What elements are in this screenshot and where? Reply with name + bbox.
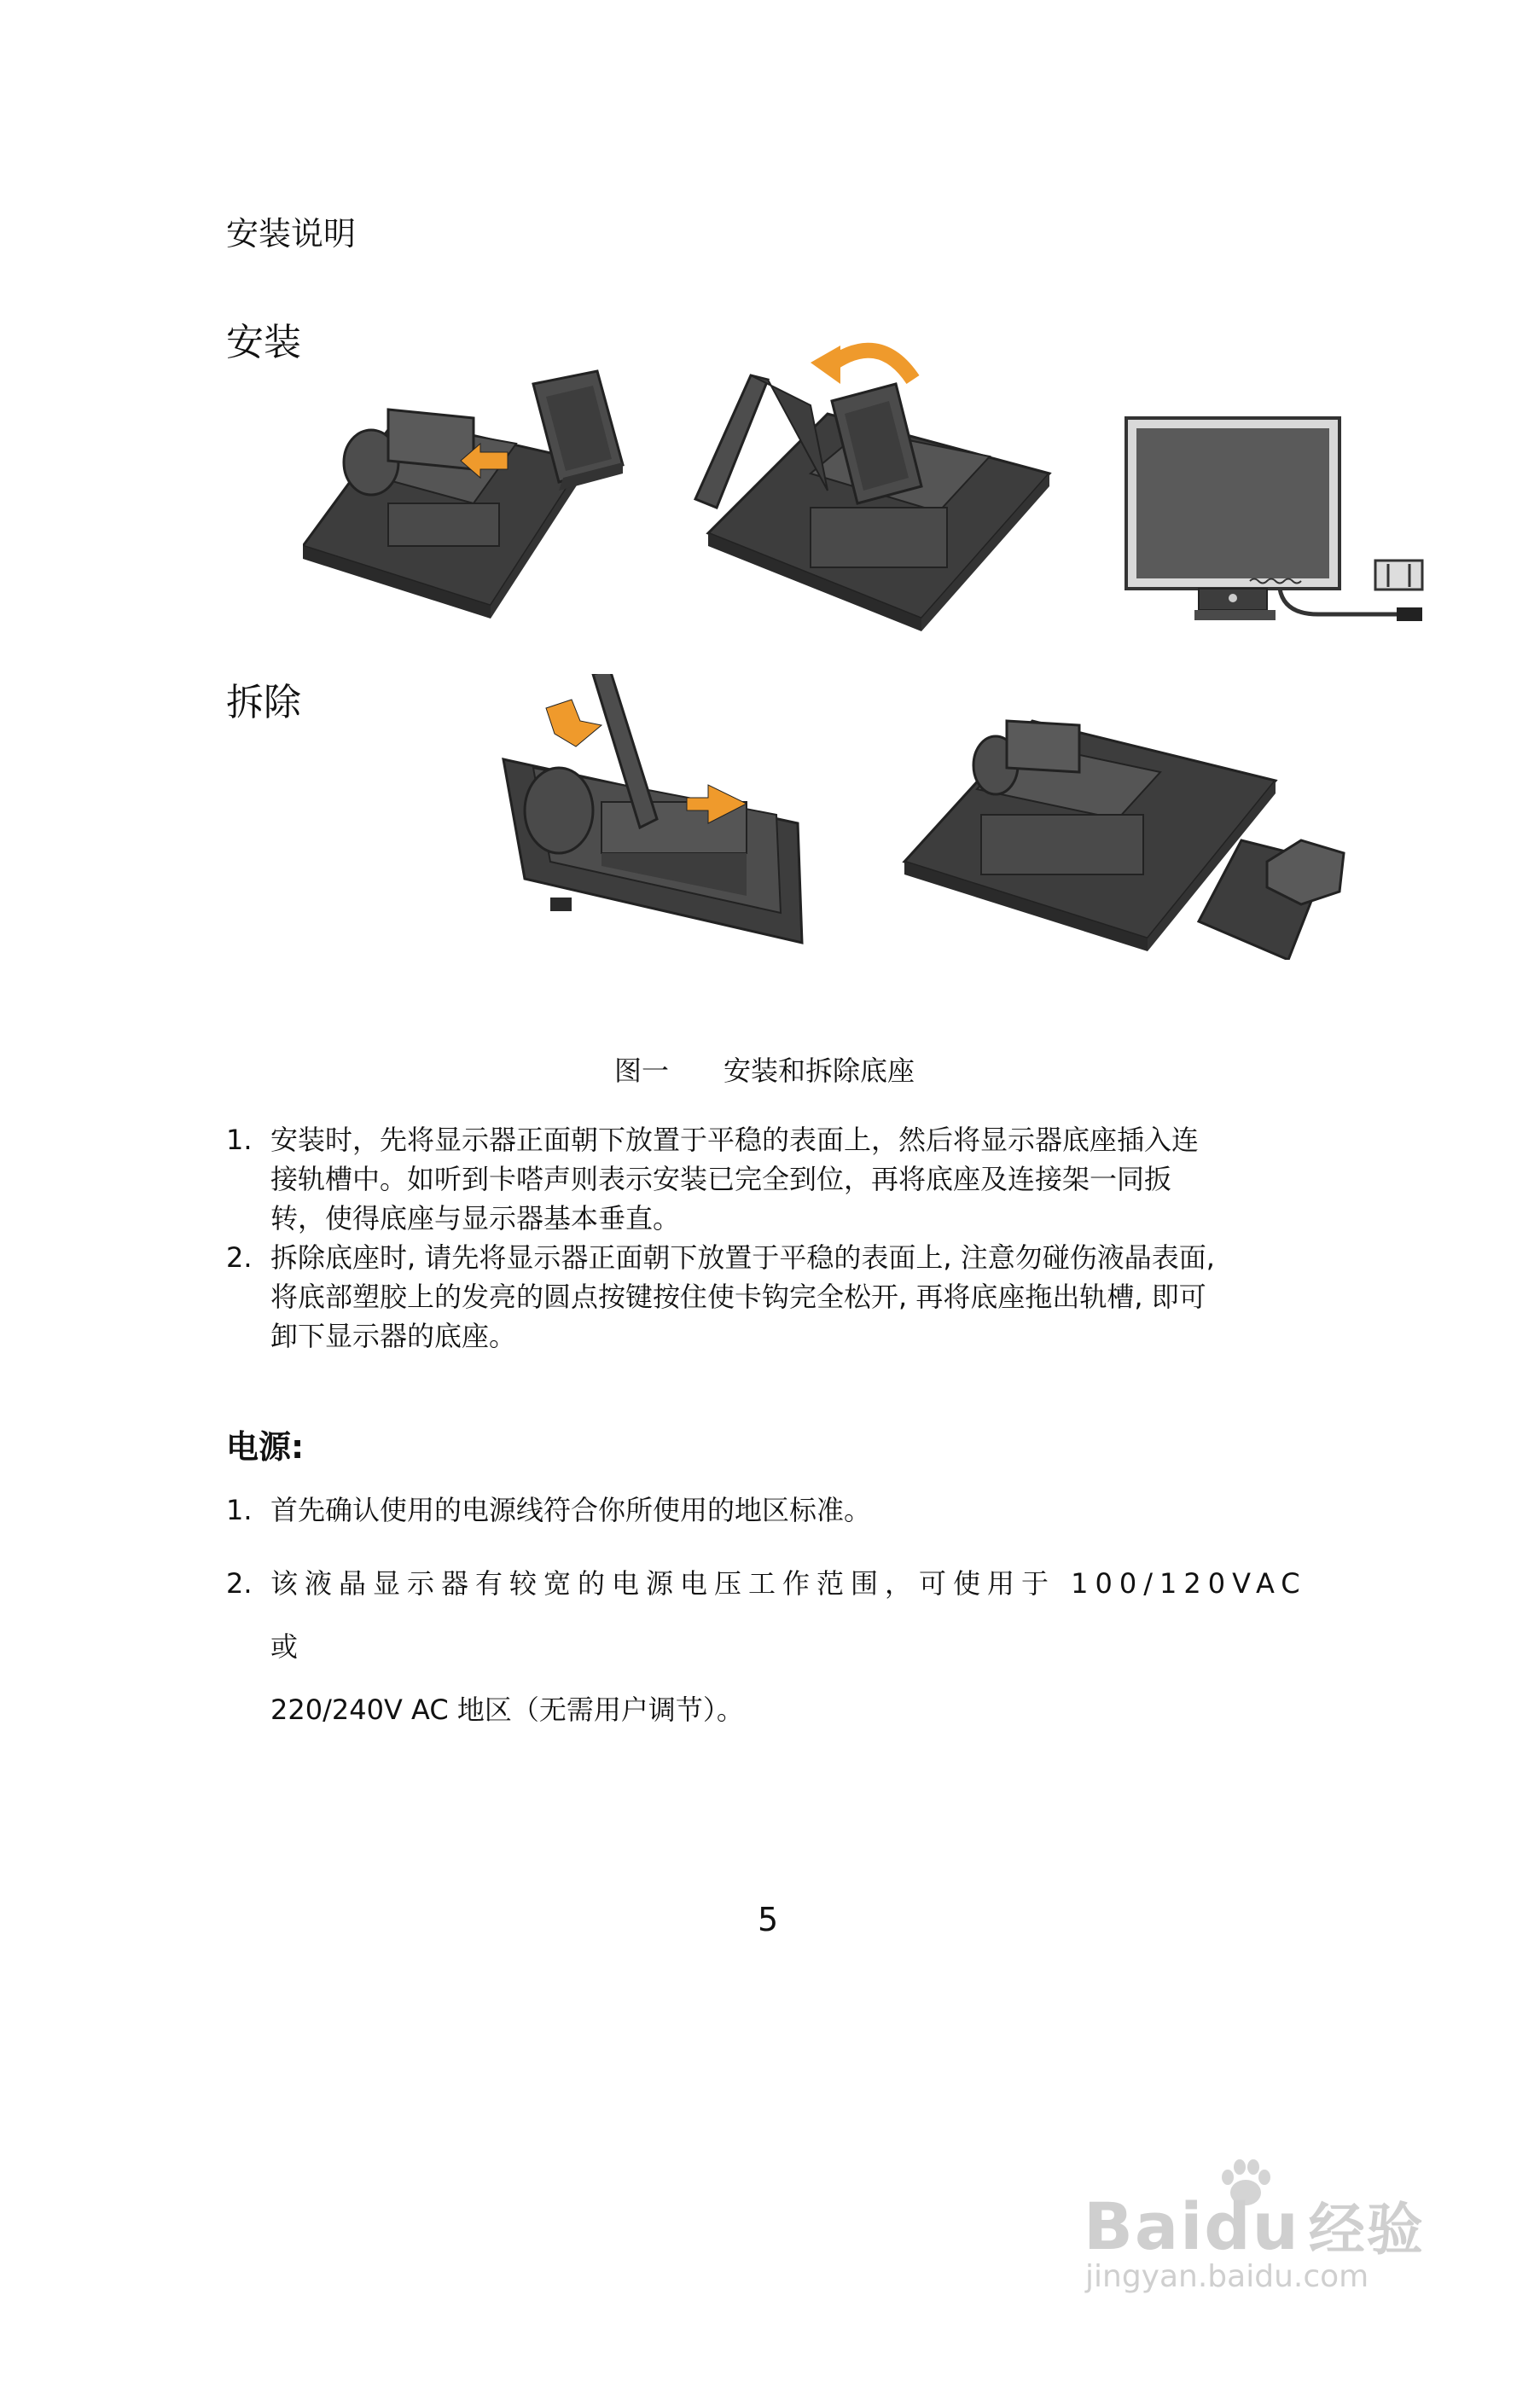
list-item: 2. 拆除底座时, 请先将显示器正面朝下放置于平稳的表面上, 注意勿碰伤液晶表面, 将底部塑胶上的发亮的圆点按键按住使卡钩完全松开, 再将底座拖出轨槽, 即可 卸下显示器的底座。 <box>226 1241 1215 1352</box>
figure-caption-text: 安装和拆除底座 <box>724 1054 915 1087</box>
power-list <box>226 1489 1327 1741</box>
figure-label: 图一 <box>614 1054 670 1087</box>
watermark-url: jingyan.baidu.com <box>1085 2259 1369 2294</box>
watermark-brand-latin: Bai <box>1084 2188 1205 2264</box>
list-item: 1. 首先确认使用的电源线符合你所使用的地区标准。 <box>226 1494 872 1526</box>
remove-illustration-2 <box>900 712 1361 960</box>
install-illustration-2 <box>683 328 1058 653</box>
remove-heading: 拆除 <box>226 681 301 724</box>
figure-caption <box>614 1049 915 1089</box>
power-heading: 电源: <box>226 1428 305 1466</box>
install-heading: 安装 <box>226 321 301 364</box>
baidu-watermark <box>1084 2158 1442 2295</box>
list-item: 2. 该液晶显示器有较宽的电源电压工作范围，可使用于 100/120VAC 或 220/240V AC 地区（无需用户调节）。 <box>226 1567 1307 1726</box>
watermark-brand-paw: du <box>1204 2188 1300 2264</box>
monitor-front-illustration <box>1122 414 1429 636</box>
doc-title: 安装说明 <box>226 215 357 253</box>
list-item: 1. 安装时，先将显示器正面朝下放置于平稳的表面上，然后将显示器底座插入连 接轨槽中。如听到卡嗒声则表示安装已完全到位，再将底座及连接架一同扳 转，使得底座与显示器基本垂直。 <box>226 1124 1200 1235</box>
watermark-brand-cn: 经验 <box>1308 2197 1425 2263</box>
steps-list <box>226 1120 1327 1356</box>
remove-illustration-1 <box>499 674 806 947</box>
install-illustration-1 <box>303 367 644 631</box>
page-number: 5 <box>758 1901 779 1938</box>
